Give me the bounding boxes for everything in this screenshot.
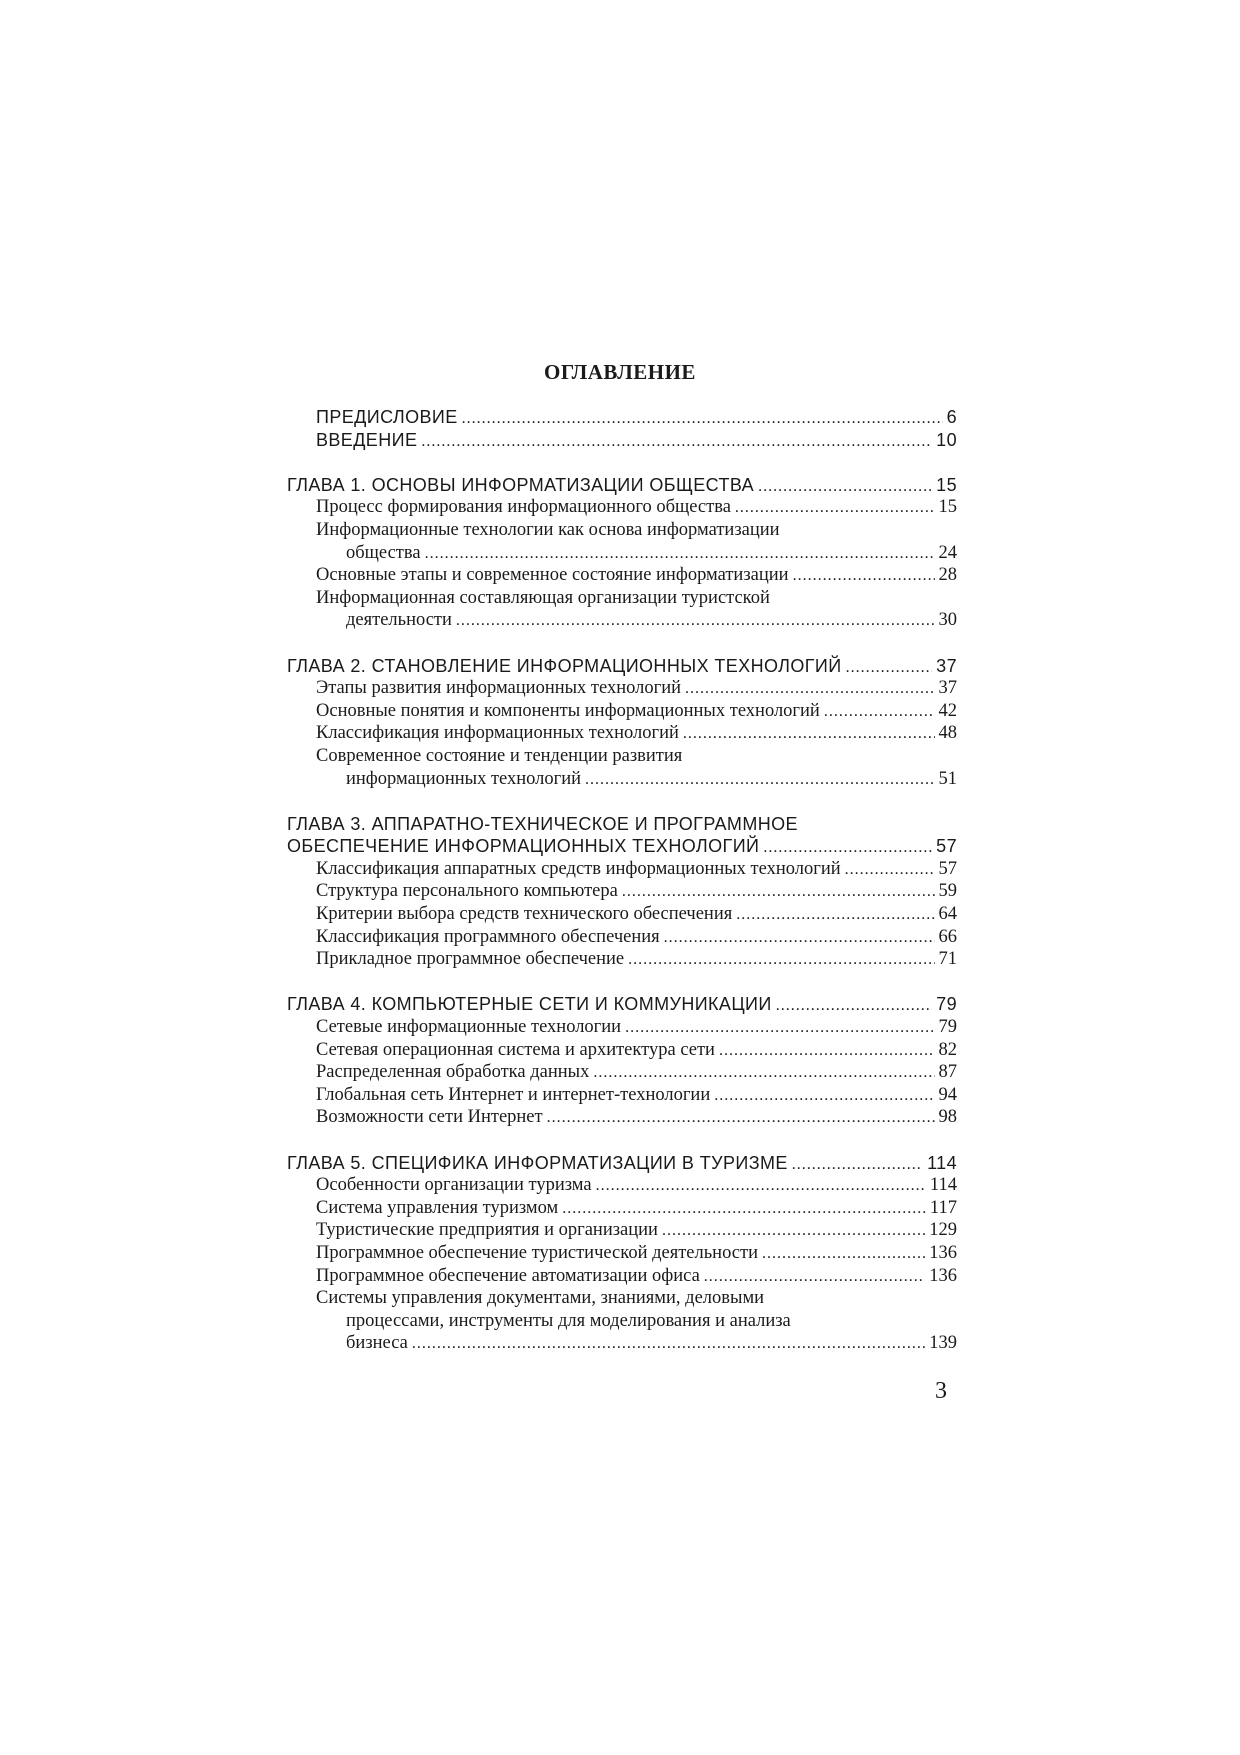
dot-leader bbox=[762, 1243, 925, 1266]
toc-entry-label: Особенности организации туризма bbox=[316, 1175, 592, 1196]
toc-front-entry bbox=[287, 406, 957, 429]
toc-page-number: 64 bbox=[938, 904, 957, 925]
toc-entry-label: бизнеса bbox=[346, 1333, 408, 1354]
toc-entry-label: ГЛАВА 3. АППАРАТНО-ТЕХНИЧЕСКОЕ И ПРОГРАММНОЕ bbox=[287, 813, 798, 834]
toc-section-entry bbox=[287, 1265, 957, 1288]
toc-entry-label: Структура персонального компьютера bbox=[316, 881, 618, 902]
dot-leader bbox=[714, 1085, 934, 1108]
dot-leader bbox=[628, 949, 934, 972]
toc-section-entry bbox=[287, 745, 957, 768]
dot-leader bbox=[719, 1040, 935, 1063]
toc-page-number: 87 bbox=[938, 1062, 957, 1083]
toc-entry-label: Глобальная сеть Интернет и интернет-технологии bbox=[316, 1084, 711, 1105]
toc-section-entry bbox=[287, 677, 957, 700]
dot-leader bbox=[845, 859, 935, 882]
toc-entry-label: Программное обеспечение автоматизации офиса bbox=[316, 1265, 700, 1286]
dot-leader bbox=[625, 1017, 934, 1040]
toc-page-number: 6 bbox=[946, 407, 957, 427]
toc-page-number: 82 bbox=[938, 1039, 957, 1060]
toc-section-entry bbox=[287, 587, 957, 610]
toc-section-entry bbox=[287, 768, 957, 791]
toc-entry-label: информационных технологий bbox=[346, 768, 582, 789]
toc-entry-label: Классификация аппаратных средств информационных технологий bbox=[316, 858, 841, 879]
toc-entry-label: ГЛАВА 2. СТАНОВЛЕНИЕ ИНФОРМАЦИОННЫХ ТЕХНОЛОГИЙ bbox=[287, 655, 842, 676]
toc-entry-label: Основные этапы и современное состояние информатизации bbox=[316, 565, 789, 586]
toc-entry-label: ПРЕДИСЛОВИЕ bbox=[316, 407, 458, 427]
dot-leader bbox=[585, 769, 934, 792]
toc-entry-label: Основные понятия и компоненты информационных технологий bbox=[316, 700, 820, 721]
toc-page-number: 37 bbox=[938, 678, 957, 699]
toc-section-entry bbox=[287, 1197, 957, 1220]
dot-leader bbox=[593, 1062, 934, 1085]
toc-section-entry bbox=[287, 1016, 957, 1039]
toc-chapter-heading bbox=[287, 474, 957, 497]
dot-leader bbox=[735, 497, 935, 520]
toc-section-entry bbox=[287, 519, 957, 542]
dot-leader bbox=[562, 1198, 926, 1221]
dot-leader bbox=[683, 723, 935, 746]
table-of-contents bbox=[287, 406, 957, 1355]
toc-entry-label: ГЛАВА 5. СПЕЦИФИКА ИНФОРМАТИЗАЦИИ В ТУРИЗМЕ bbox=[287, 1152, 788, 1173]
toc-section-entry bbox=[287, 880, 957, 903]
dot-leader bbox=[421, 431, 932, 454]
dot-leader bbox=[776, 995, 932, 1018]
toc-page-number: 114 bbox=[929, 1175, 957, 1196]
toc-page-number: 136 bbox=[929, 1265, 957, 1286]
toc-page-number: 71 bbox=[938, 949, 957, 970]
toc-entry-label: Классификация программного обеспечения bbox=[316, 926, 660, 947]
toc-chapter-heading bbox=[287, 835, 957, 858]
toc-page-number: 59 bbox=[938, 881, 957, 902]
page-number: 3 bbox=[935, 1378, 947, 1404]
toc-section-entry bbox=[287, 1287, 957, 1310]
toc-section-entry bbox=[287, 903, 957, 926]
page-title: ОГЛАВЛЕНИЕ bbox=[544, 360, 696, 384]
toc-section-entry bbox=[287, 542, 957, 565]
dot-leader bbox=[763, 837, 932, 860]
toc-entry-label: ВВЕДЕНИЕ bbox=[316, 429, 418, 450]
toc-entry-label: Процесс формирования информационного общества bbox=[316, 497, 731, 518]
toc-chapter-heading bbox=[287, 813, 957, 836]
dot-leader bbox=[736, 904, 934, 927]
dot-leader bbox=[758, 476, 932, 499]
spacer bbox=[287, 1129, 957, 1152]
toc-page-number: 79 bbox=[938, 1017, 957, 1038]
toc-entry-label: ГЛАВА 4. КОМПЬЮТЕРНЫЕ СЕТИ И КОММУНИКАЦИИ bbox=[287, 994, 772, 1015]
toc-page-number: 98 bbox=[938, 1107, 957, 1128]
dot-leader bbox=[662, 1220, 925, 1243]
toc-section-entry bbox=[287, 1219, 957, 1242]
toc-section-entry bbox=[287, 1332, 957, 1355]
toc-entry-label: ГЛАВА 1. ОСНОВЫ ИНФОРМАТИЗАЦИИ ОБЩЕСТВА bbox=[287, 474, 755, 495]
toc-entry-label: Информационные технологии как основа информатизации bbox=[316, 519, 780, 540]
toc-entry-label: ОБЕСПЕЧЕНИЕ ИНФОРМАЦИОННЫХ ТЕХНОЛОГИЙ bbox=[287, 836, 760, 857]
dot-leader bbox=[685, 678, 934, 701]
dot-leader bbox=[596, 1175, 926, 1198]
toc-page-number: 15 bbox=[938, 497, 957, 518]
toc-entry-label: Классификация информационных технологий bbox=[316, 723, 679, 744]
dot-leader bbox=[846, 657, 933, 680]
toc-section-entry bbox=[287, 1242, 957, 1265]
toc-entry-label: Этапы развития информационных технологий bbox=[316, 678, 682, 699]
toc-page-number: 139 bbox=[929, 1333, 957, 1354]
toc-page-number: 30 bbox=[938, 610, 957, 631]
toc-page-number: 94 bbox=[938, 1084, 957, 1105]
toc-entry-label: Система управления туризмом bbox=[316, 1197, 559, 1218]
dot-leader bbox=[412, 1333, 925, 1356]
dot-leader bbox=[824, 701, 935, 724]
toc-page-number: 10 bbox=[936, 429, 957, 450]
toc-section-entry bbox=[287, 700, 957, 723]
toc-chapter-heading bbox=[287, 1152, 957, 1175]
dot-leader bbox=[622, 881, 935, 904]
toc-entry-label: деятельности bbox=[346, 610, 452, 631]
toc-page-number: 136 bbox=[929, 1242, 957, 1263]
toc-page-number: 114 bbox=[927, 1152, 957, 1173]
toc-entry-label: Туристические предприятия и организации bbox=[316, 1220, 658, 1241]
spacer bbox=[287, 971, 957, 994]
toc-section-entry bbox=[287, 1106, 957, 1129]
toc-section-entry bbox=[287, 722, 957, 745]
toc-section-entry bbox=[287, 609, 957, 632]
dot-leader bbox=[456, 610, 935, 633]
dot-leader bbox=[792, 1154, 923, 1177]
spacer bbox=[287, 632, 957, 655]
toc-section-entry bbox=[287, 1174, 957, 1197]
dot-leader bbox=[462, 408, 943, 431]
toc-section-entry bbox=[287, 564, 957, 587]
toc-page-number: 24 bbox=[938, 542, 957, 563]
toc-chapter-heading bbox=[287, 993, 957, 1016]
dot-leader bbox=[793, 565, 935, 588]
toc-page-number: 57 bbox=[938, 858, 957, 879]
toc-section-entry bbox=[287, 496, 957, 519]
toc-page-number: 37 bbox=[936, 655, 957, 676]
toc-entry-label: Критерии выбора средств технического обеспечения bbox=[316, 904, 733, 925]
toc-section-entry bbox=[287, 926, 957, 949]
toc-section-entry bbox=[287, 1084, 957, 1107]
toc-section-entry bbox=[287, 858, 957, 881]
spacer bbox=[287, 790, 957, 813]
toc-entry-label: Программное обеспечение туристической деятельности bbox=[316, 1242, 758, 1263]
toc-front-entry bbox=[287, 429, 957, 452]
toc-entry-label: Возможности сети Интернет bbox=[316, 1107, 543, 1128]
toc-section-entry bbox=[287, 1061, 957, 1084]
dot-leader bbox=[704, 1266, 925, 1289]
toc-page-number: 15 bbox=[936, 474, 957, 495]
toc-page-number: 117 bbox=[929, 1197, 957, 1218]
toc-section-entry bbox=[287, 948, 957, 971]
toc-page-number: 48 bbox=[938, 723, 957, 744]
toc-entry-label: Современное состояние и тенденции развития bbox=[316, 745, 683, 766]
toc-entry-label: Информационная составляющая организации туристской bbox=[316, 587, 770, 608]
toc-chapter-heading bbox=[287, 655, 957, 678]
toc-entry-label: процессами, инструменты для моделирования и анализа bbox=[346, 1310, 791, 1331]
toc-page-number: 57 bbox=[936, 836, 957, 857]
spacer bbox=[287, 451, 957, 474]
toc-entry-label: общества bbox=[346, 542, 421, 563]
toc-page-number: 79 bbox=[936, 994, 957, 1015]
dot-leader bbox=[664, 927, 935, 950]
toc-entry-label: Распределенная обработка данных bbox=[316, 1062, 590, 1083]
toc-page-number: 129 bbox=[929, 1220, 957, 1241]
toc-page-number: 28 bbox=[938, 565, 957, 586]
toc-entry-label: Системы управления документами, знаниями, деловыми bbox=[316, 1288, 765, 1309]
toc-section-entry bbox=[287, 1310, 957, 1333]
toc-page-number: 51 bbox=[938, 768, 957, 789]
toc-section-entry bbox=[287, 1039, 957, 1062]
toc-entry-label: Сетевая операционная система и архитектура сети bbox=[316, 1039, 715, 1060]
toc-page-number: 66 bbox=[938, 926, 957, 947]
toc-entry-label: Прикладное программное обеспечение bbox=[316, 949, 625, 970]
toc-page-number: 42 bbox=[938, 700, 957, 721]
toc-entry-label: Сетевые информационные технологии bbox=[316, 1017, 622, 1038]
dot-leader bbox=[425, 543, 935, 566]
dot-leader bbox=[547, 1107, 935, 1130]
